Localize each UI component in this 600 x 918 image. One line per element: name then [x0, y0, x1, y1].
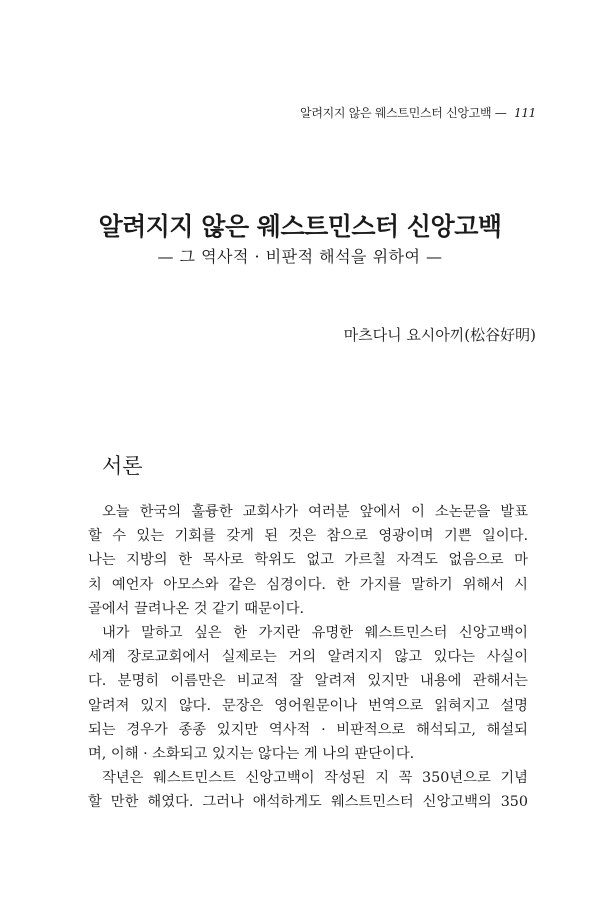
- body-text: [88, 500, 528, 815]
- article-subtitle: — 그 역사적 · 비판적 해석을 위하여 —: [157, 247, 443, 266]
- body-line: 작년은 웨스트민스트 신앙고백이 작성된 지 꼭 350년으로 기념: [102, 770, 528, 787]
- article-title: 알려지지 않은 웨스트민스터 신앙고백: [98, 212, 502, 241]
- body-line: 골에서 끌려나온 것 같기 때문이다.: [88, 600, 305, 617]
- body-line: 할 수 있는 기회를 갖게 된 것은 참으로 영광이며 기쁜 일이다.: [88, 528, 528, 545]
- running-head-title: 알려지지 않은 웨스트민스터 신앙고백 —: [300, 106, 507, 120]
- body-line: 내가 말하고 싶은 한 가지란 유명한 웨스트민스터 신앙고백이: [102, 625, 528, 642]
- body-line: 나는 지방의 한 목사로 학위도 없고 가르칠 자격도 없음으로 마: [88, 552, 528, 569]
- body-line: 치 예언자 아모스와 같은 심경이다. 한 가지를 말하기 위해서 시: [88, 576, 528, 593]
- body-line: 할 만한 해였다. 그러나 애석하게도 웨스트민스터 신앙고백의 350: [88, 794, 528, 811]
- body-line: 되는 경우가 종종 있지만 역사적 · 비판적으로 해석되고, 해설되: [88, 721, 528, 738]
- page-number: 111: [513, 106, 536, 120]
- body-line: 세계 장로교회에서 실제로는 거의 알려지지 않고 있다는 사실이: [88, 649, 528, 666]
- author-name: 마츠다니 요시아끼(松谷好明): [343, 326, 536, 344]
- body-line: 오늘 한국의 훌륭한 교회사가 여러분 앞에서 이 소논문을 발표: [102, 504, 528, 520]
- body-line: 며, 이해 · 소화되고 있지는 않다는 게 나의 판단이다.: [88, 746, 415, 763]
- body-line: 알려져 있지 않다. 문장은 영어원문이나 번역으로 읽혀지고 설명: [88, 697, 528, 714]
- body-line: 다. 분명히 이름만은 비교적 잘 알려져 있지만 내용에 관해서는: [88, 673, 528, 690]
- running-head: [300, 104, 536, 121]
- section-heading: 서론: [102, 454, 143, 478]
